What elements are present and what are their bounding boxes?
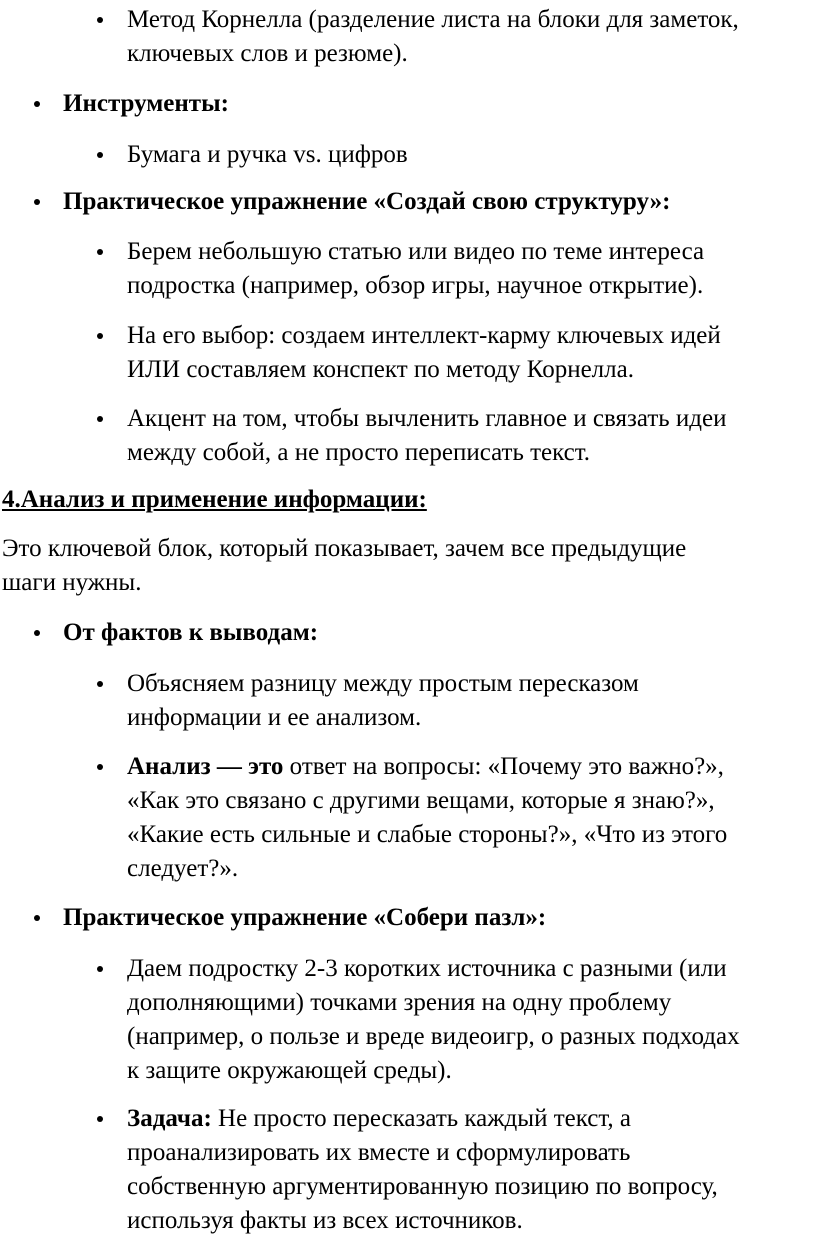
list-item-text: дополняющими) точками зрения на одну проблему <box>127 989 672 1016</box>
bullet <box>97 416 103 422</box>
list-item-text: «Какие есть сильные и слабые стороны?», «Что из этого <box>127 821 728 848</box>
bullet <box>34 199 40 205</box>
list-item-text: На его выбор: создаем интеллект-карму ключевых идей <box>127 322 721 349</box>
list-item-text: Берем небольшую статью или видео по теме интереса <box>127 238 705 265</box>
section-heading: 4.Анализ и применение информации: <box>2 486 427 513</box>
bullet <box>97 966 103 972</box>
list-item-text: используя факты из всех источников. <box>127 1207 523 1234</box>
section-subheading: От фактов к выводам: <box>63 619 319 646</box>
emphasis-text: Анализ — это <box>127 753 284 780</box>
list-item-text: ИЛИ составляем конспект по методу Корнелла. <box>127 356 634 383</box>
list-item-text: между собой, а не просто переписать текст. <box>127 439 591 466</box>
bullet <box>97 333 103 339</box>
bullet <box>34 101 40 107</box>
bullet <box>97 681 103 687</box>
section-subheading: Практическое упражнение «Создай свою структуру»: <box>63 188 671 215</box>
list-item-text: подростка (например, обзор игры, научное открытие). <box>127 272 704 299</box>
list-item-text-rest: ответ на вопросы: «Почему это важно?», <box>283 753 724 780</box>
list-item-text-rest: Не просто пересказать каждый текст, а <box>211 1105 631 1132</box>
section-subheading: Практическое упражнение «Собери пазл»: <box>63 904 547 931</box>
list-item-text: ключевых слов и резюме). <box>127 40 408 67</box>
list-item-text: к защите окружающей среды). <box>127 1057 452 1084</box>
bullet <box>97 152 103 158</box>
paragraph-text: шаги нужны. <box>2 569 142 596</box>
list-item-text: Акцент на том, чтобы вычленить главное и связать идеи <box>127 405 727 432</box>
section-subheading: Инструменты: <box>63 90 229 117</box>
list-item-text: информации и ее анализом. <box>127 704 422 731</box>
list-item-text: проанализировать их вместе и сформулировать <box>127 1139 631 1166</box>
list-item-text <box>127 751 724 783</box>
list-item-text: «Как это связано с другими вещами, которые я знаю?», <box>127 787 715 814</box>
list-item-text: (например, о пользе и вреде видеоигр, о разных подходах <box>127 1023 740 1050</box>
list-item-text: Объясняем разницу между простым пересказом <box>127 670 639 697</box>
list-item-text: Даем подростку 2-3 коротких источника с разными (или <box>127 955 727 982</box>
bullet <box>97 1116 103 1122</box>
list-item-text: следует?». <box>127 855 239 882</box>
list-item-text: Бумага и ручка vs. цифров <box>127 141 408 168</box>
bullet <box>34 915 40 921</box>
list-item-text: собственную аргументированную позицию по вопросу, <box>127 1173 718 1200</box>
bullet <box>97 249 103 255</box>
list-item-text: Метод Корнелла (разделение листа на блоки для заметок, <box>127 6 739 33</box>
emphasis-text: Задача: <box>127 1105 212 1132</box>
bullet <box>97 764 103 770</box>
list-item-text <box>127 1103 631 1135</box>
bullet <box>34 630 40 636</box>
paragraph-text: Это ключевой блок, который показывает, зачем все предыдущие <box>2 535 687 562</box>
bullet <box>97 17 103 23</box>
